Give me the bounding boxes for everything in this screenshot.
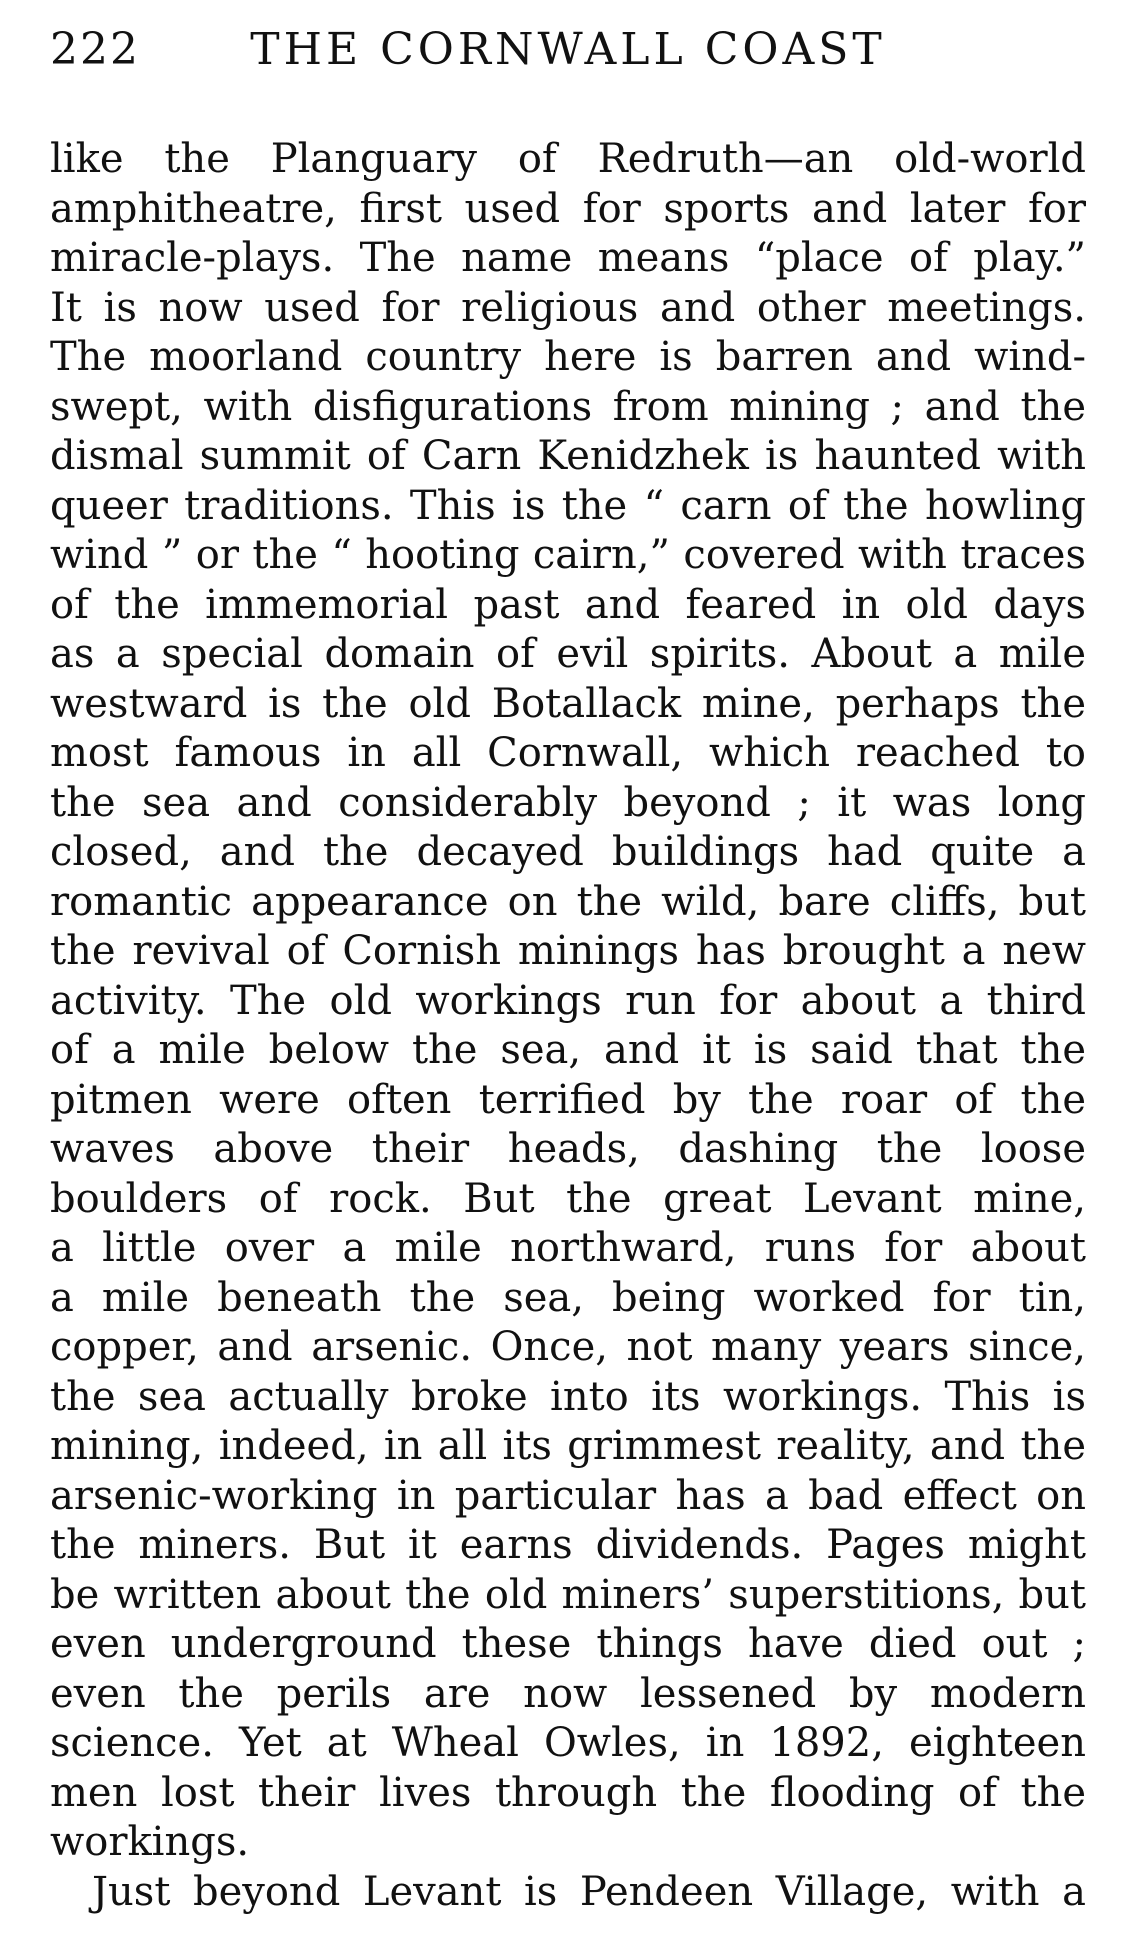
page-header [50,20,1086,80]
text-line: like the Planguary of Redruth—an old-world [50,136,1086,182]
text-line: It is now used for religious and other meetings. [50,284,1086,331]
text-line: be written about the old miners’ superstitions, but [50,1571,1086,1618]
text-line: closed, and the decayed buildings had quite a [50,829,1086,875]
text-line: westward is the old Botallack mine, perhaps the [50,680,1086,727]
book-page [50,20,1086,1917]
text-line: of a mile below the sea, and it is said that the [50,1027,1086,1073]
text-line: mining, indeed, in all its grimmest reality, and the [50,1423,1086,1469]
text-line: romantic appearance on the wild, bare cliffs, but [50,878,1086,925]
text-line: most famous in all Cornwall, which reached to [50,730,1086,776]
text-line: the sea actually broke into its workings. This is [50,1373,1086,1420]
text-line: queer traditions. This is the “ carn of the howling [50,482,1086,529]
text-line: of the immemorial past and feared in old days [50,581,1086,628]
text-line: even underground these things have died out ; [50,1621,1086,1667]
text-line: dismal summit of Carn Kenidzhek is haunted with [50,433,1086,479]
page-number: 222 [50,24,140,75]
text-line: even the perils are now lessened by modern [50,1670,1086,1717]
text-line: Just beyond Levant is Pendeen Village, with a [92,1868,1086,1915]
text-line: amphitheatre, first used for sports and later for [50,185,1086,232]
paragraph-1 [50,135,1086,1868]
body-text [50,135,1086,1917]
text-line: a mile beneath the sea, being worked for tin, [50,1274,1086,1321]
text-line: science. Yet at Wheal Owles, in 1892, eighteen [50,1720,1086,1766]
text-line: boulders of rock. But the great Levant mine, [50,1175,1086,1222]
text-line: men lost their lives through the flooding of the [50,1769,1086,1816]
text-line: swept, with disfigurations from mining ; and the [50,383,1086,430]
text-line: arsenic-working in particular has a bad effect on [50,1472,1086,1519]
text-line: The moorland country here is barren and wind- [50,334,1086,380]
running-head: THE CORNWALL COAST [250,24,886,75]
text-line: as a special domain of evil spirits. About a mile [50,631,1086,677]
text-line: pitmen were often terrified by the roar of the [50,1076,1086,1123]
text-line: the revival of Cornish minings has brought a new [50,928,1086,974]
text-line: wind ” or the “ hooting cairn,” covered with traces [50,532,1086,578]
text-line: waves above their heads, dashing the loose [50,1126,1086,1172]
text-line: the sea and considerably beyond ; it was long [50,779,1086,826]
text-line: the miners. But it earns dividends. Pages might [50,1522,1086,1568]
text-line: copper, and arsenic. Once, not many years since, [50,1324,1086,1370]
text-line: workings. [50,1819,250,1865]
text-line: activity. The old workings run for about a third [50,977,1086,1024]
paragraph-2 [50,1868,1086,1918]
text-line: miracle-plays. The name means “place of play.” [50,235,1086,281]
text-line: a little over a mile northward, runs for about [50,1225,1086,1271]
